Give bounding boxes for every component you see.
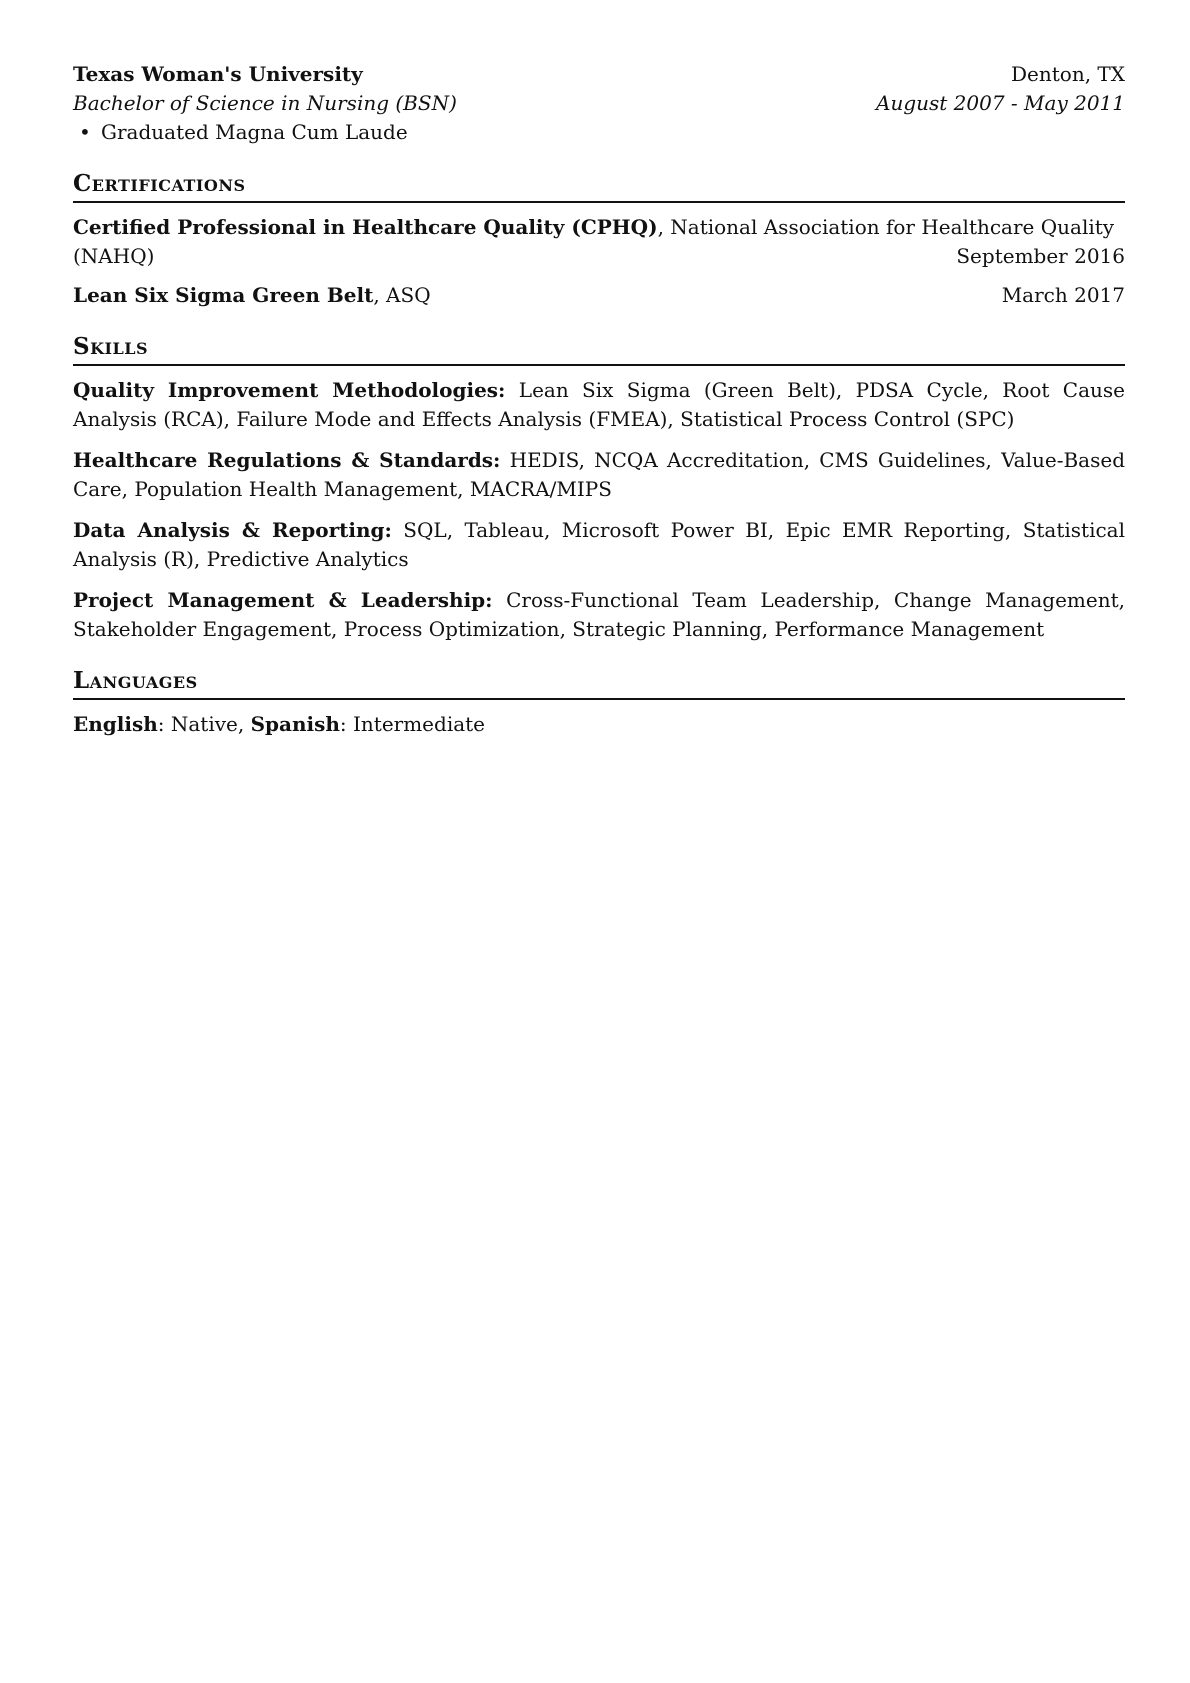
certification-issuer-abbrev: (NAHQ) [73,244,155,268]
language-name: English [73,712,158,736]
skill-group [73,376,1125,434]
institution-location: Denton, TX [1010,62,1125,86]
education-bullets [73,118,1125,147]
language-level: : Native, [157,712,251,736]
certification-name: Certified Professional in Healthcare Quality (CPHQ) [73,215,658,239]
skill-group-value: HEDIS, NCQA Accreditation, CMS Guidelines, Value-Based Care, Population Health Management, MACRA/MIPS [73,448,1126,501]
skill-group-value: Cross-Functional Team Leadership, Change Management, Stakeholder Engagement, Process Optimization, Strategic Planning, Performance Management [73,588,1125,641]
certifications-heading: Certifications [73,169,1125,203]
certification-date: September 2016 [956,244,1125,268]
skill-group-label: Data Analysis & Reporting: [73,518,392,542]
skill-group-label: Healthcare Regulations & Standards: [73,448,501,472]
languages-line [73,710,1125,739]
certification-date-row [73,242,1125,271]
skill-group [73,446,1125,504]
certification-entry [73,213,1125,271]
certification-title-line [73,213,1125,242]
skills-heading: Skills [73,332,1125,366]
certification-issuer: , National Association for Healthcare Quality [657,215,1115,239]
certification-entry [73,281,1125,310]
education-bullet: • Graduated Magna Cum Laude [73,118,1125,147]
education-degree-row [73,89,1125,118]
education-dates: August 2007 - May 2011 [876,91,1125,115]
skill-group-label: Quality Improvement Methodologies: [73,378,506,402]
language-level: : Intermediate [339,712,486,736]
language-name: Spanish [250,712,340,736]
skill-group-label: Project Management & Leadership: [73,588,493,612]
resume-page [73,60,1125,739]
skill-group-value: SQL, Tableau, Microsoft Power BI, Epic EMR Reporting, Statistical Analysis (R), Predictive Analytics [73,518,1126,571]
education-header-row [73,60,1125,89]
skill-group-value: Lean Six Sigma (Green Belt), PDSA Cycle, Root Cause Analysis (RCA), Failure Mode and Effects Analysis (FMEA), Statistical Process Control (SPC) [73,378,1125,431]
degree-title: Bachelor of Science in Nursing (BSN) [73,91,457,115]
education-entry [73,60,1125,147]
certification-date: March 2017 [1001,283,1125,307]
institution-name: Texas Woman's University [73,62,363,86]
skill-group [73,586,1125,644]
languages-heading: Languages [73,666,1125,700]
certification-issuer: , ASQ [373,283,431,307]
skill-group [73,516,1125,574]
certification-name: Lean Six Sigma Green Belt [73,283,374,307]
certification-title-line [73,281,431,310]
